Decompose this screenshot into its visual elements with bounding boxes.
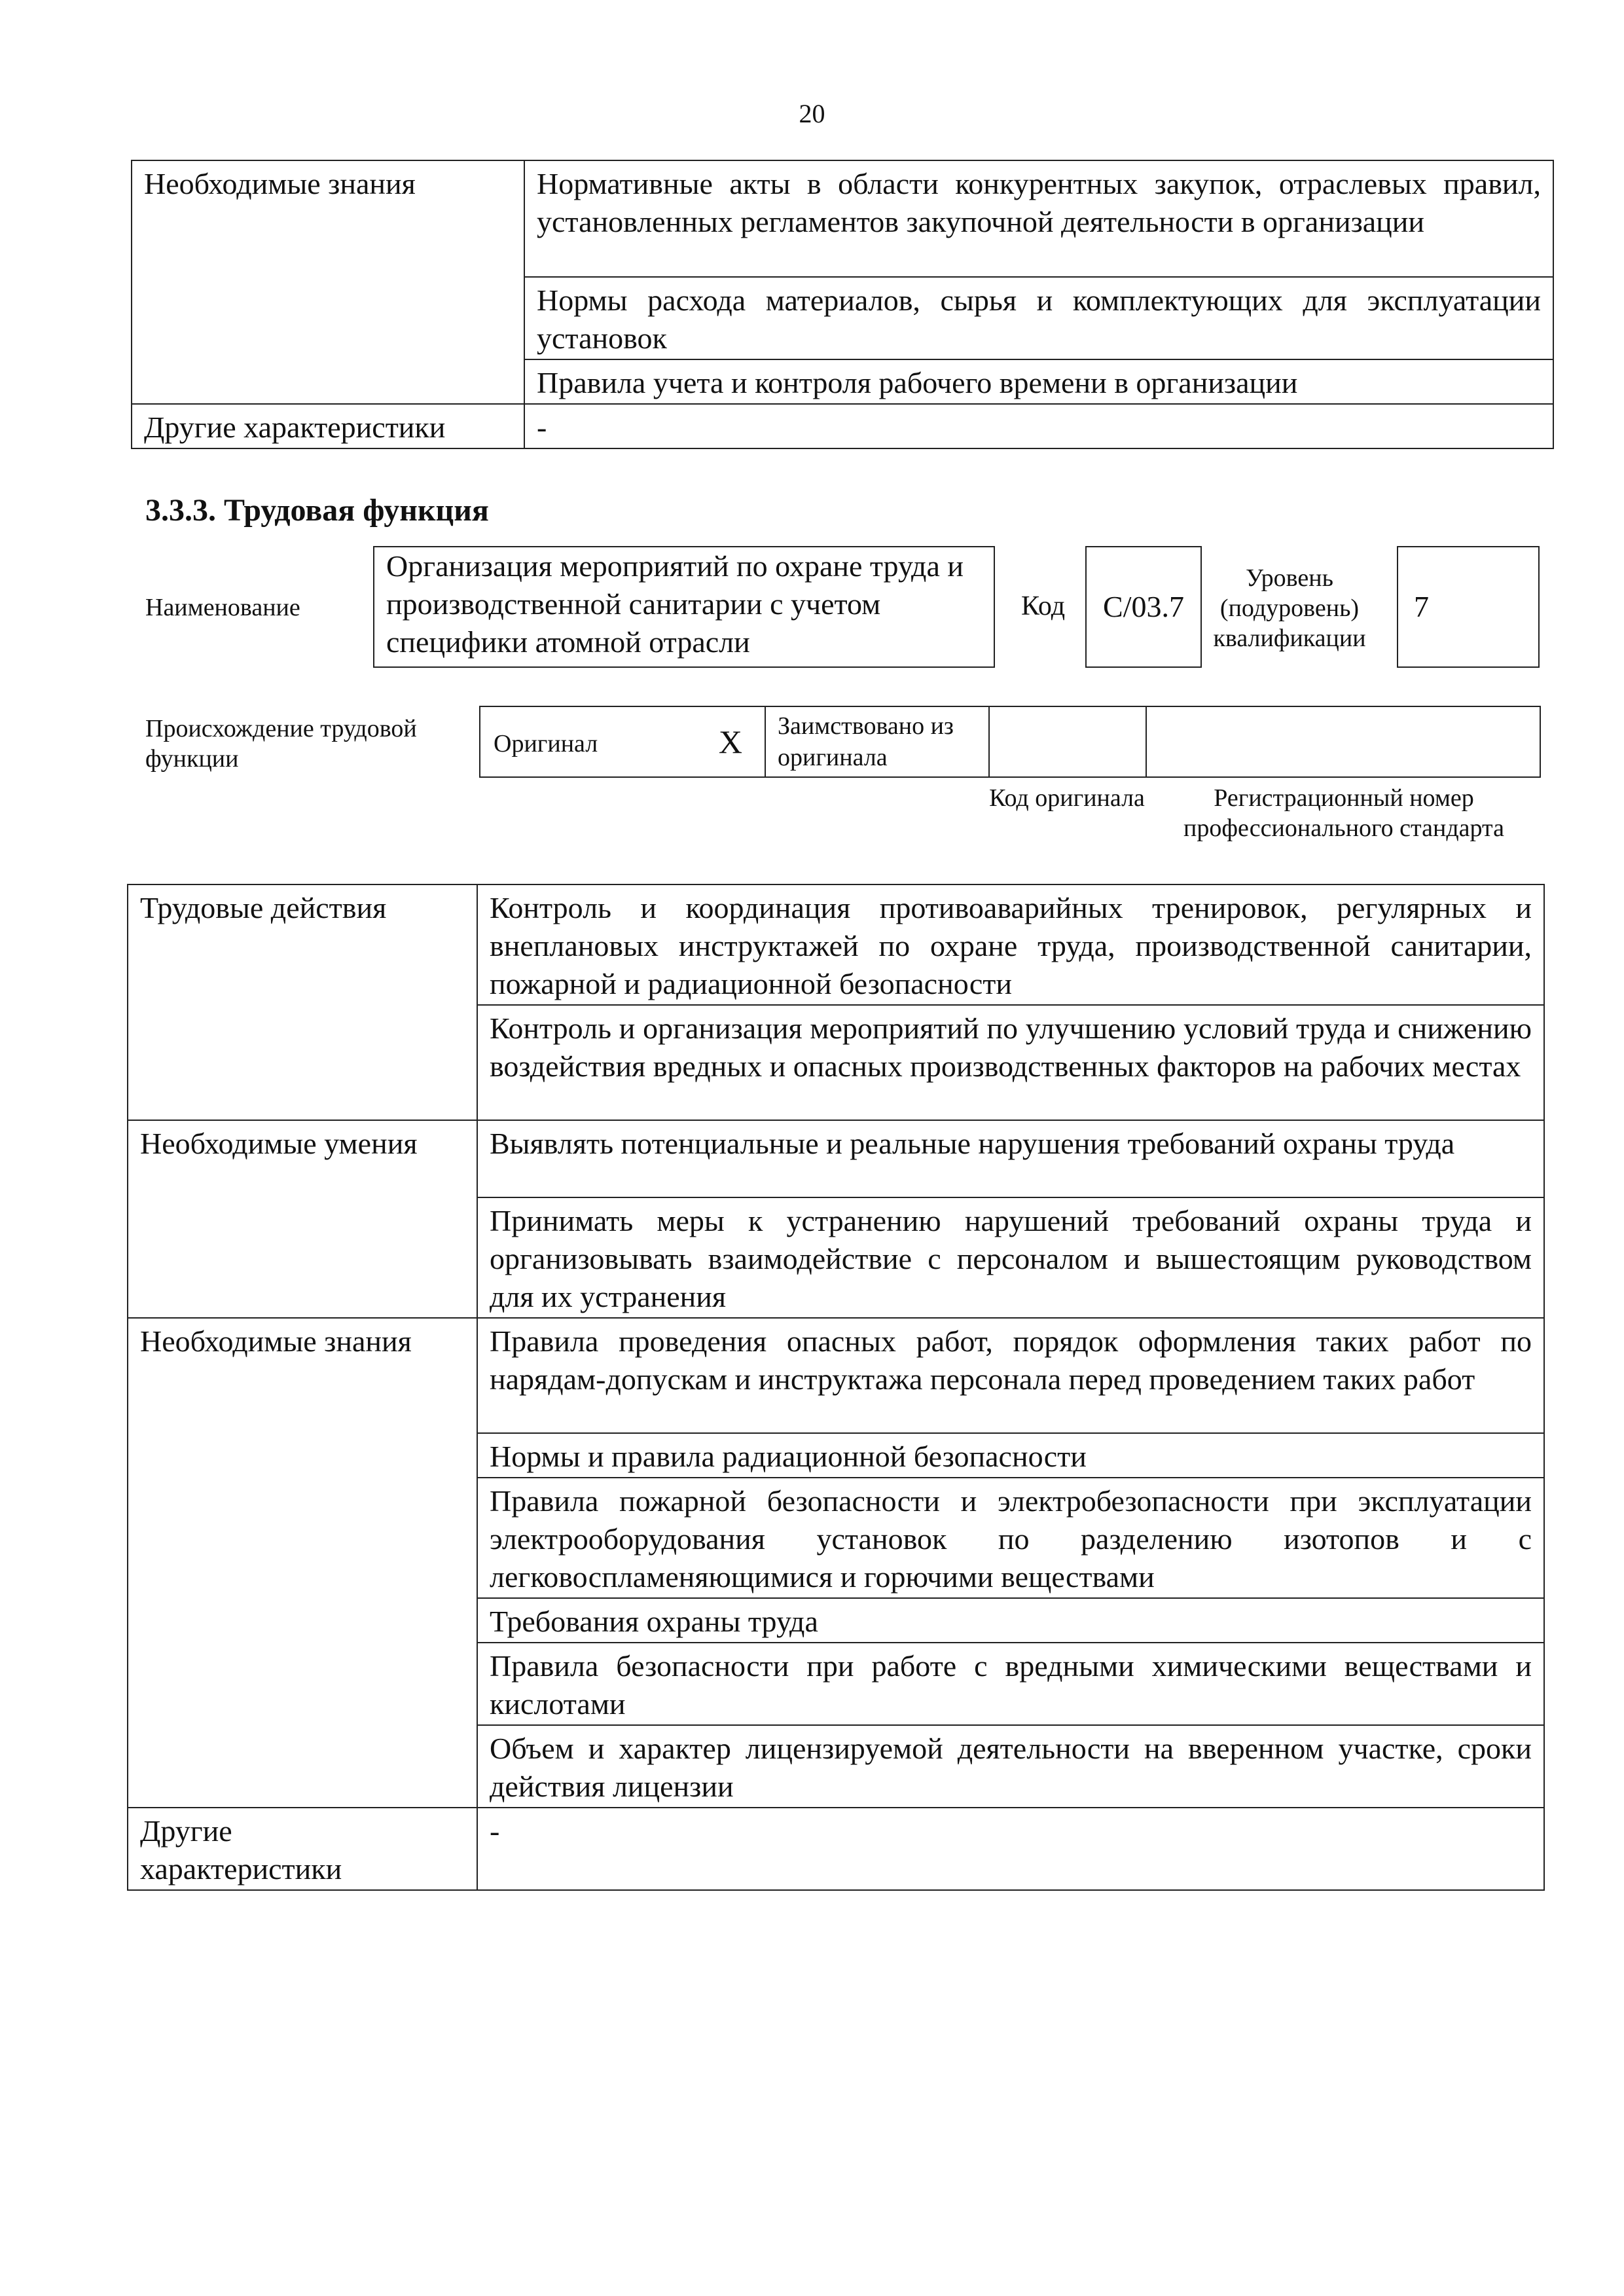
level-label: Уровень (подуровень) квалификации: [1213, 564, 1366, 652]
borrowed-label: Заимствовано из оригинала: [765, 706, 989, 777]
registration-number-cell: [1146, 706, 1540, 777]
level-box: [1397, 546, 1540, 668]
other-characteristics-value: -: [524, 404, 1553, 448]
other-characteristics-label: Другие характеристики: [132, 404, 524, 448]
labor-action: Контроль и координация противоаварийных тренировок, регулярных и внеплановых инструктажей по охране труда, производственной санитарии, пожарной и радиационной безопасности: [477, 884, 1544, 1005]
original-code-cell: [989, 706, 1146, 777]
knowledge-item: Нормы и правила радиационной безопасности: [477, 1433, 1544, 1478]
work-function-table: [127, 884, 1545, 1891]
other-characteristics-text: Другие характеристики: [140, 1814, 342, 1886]
code-caption: Код оригинала: [989, 784, 1145, 812]
knowledge-item: Требования охраны труда: [477, 1598, 1544, 1643]
knowledge-item: Правила пожарной безопасности и электробезопасности при эксплуатации электрооборудования установок по разделению изотопов и с легковоспламеняющимися и горючими веществами: [477, 1478, 1544, 1598]
skills-label: Необходимые умения: [128, 1120, 477, 1318]
knowledge-label: Необходимые знания: [132, 160, 524, 404]
labor-action: Контроль и организация мероприятий по улучшению условий труда и снижению воздействия вредных и опасных производственных факторов на рабочих местах: [477, 1005, 1544, 1120]
knowledge-item: Нормативные акты в области конкурентных закупок, отраслевых правил, установленных регламентов закупочной деятельности в организации: [524, 160, 1553, 277]
function-name-box: [373, 546, 995, 668]
name-label: Наименование: [145, 594, 300, 621]
level-value: 7: [1414, 590, 1429, 623]
origin-table: [479, 706, 1541, 778]
original-label: Оригинал: [494, 730, 598, 757]
section-heading: 3.3.3. Трудовая функция: [145, 493, 489, 528]
knowledge-item: Правила проведения опасных работ, порядок оформления таких работ по нарядам-допускам и инструктажа персонала перед проведением таких работ: [477, 1318, 1544, 1433]
other-characteristics-label: [128, 1808, 477, 1890]
other-characteristics-value: -: [477, 1808, 1544, 1890]
function-name: Организация мероприятий по охране труда и производственной санитарии с учетом специфики атомной отрасли: [386, 549, 964, 659]
knowledge-item: Нормы расхода материалов, сырья и комплектующих для эксплуатации установок: [524, 277, 1553, 359]
skill-item: Принимать меры к устранению нарушений требований охраны труда и организовывать взаимодействие с персоналом и вышестоящим руководством для их устранения: [477, 1197, 1544, 1318]
code-label: Код: [1021, 591, 1066, 621]
knowledge-label: Необходимые знания: [128, 1318, 477, 1808]
knowledge-item: Правила безопасности при работе с вредными химическими веществами и кислотами: [477, 1643, 1544, 1725]
top-requirements-table: [131, 160, 1554, 449]
registration-caption: Регистрационный номер профессионального стандарта: [1183, 784, 1504, 842]
skill-item: Выявлять потенциальные и реальные нарушения требований охраны труда: [477, 1120, 1544, 1197]
labor-actions-label: Трудовые действия: [128, 884, 477, 1120]
original-mark: X: [718, 723, 742, 760]
function-code-box: [1085, 546, 1202, 668]
knowledge-item: Объем и характер лицензируемой деятельности на вверенном участке, сроки действия лицензии: [477, 1725, 1544, 1808]
page-number: 20: [799, 99, 825, 128]
origin-label: Происхождение трудовой функции: [145, 715, 417, 773]
function-code: С/03.7: [1103, 590, 1184, 623]
original-cell: [480, 706, 765, 777]
knowledge-item: Правила учета и контроля рабочего времени в организации: [524, 359, 1553, 404]
